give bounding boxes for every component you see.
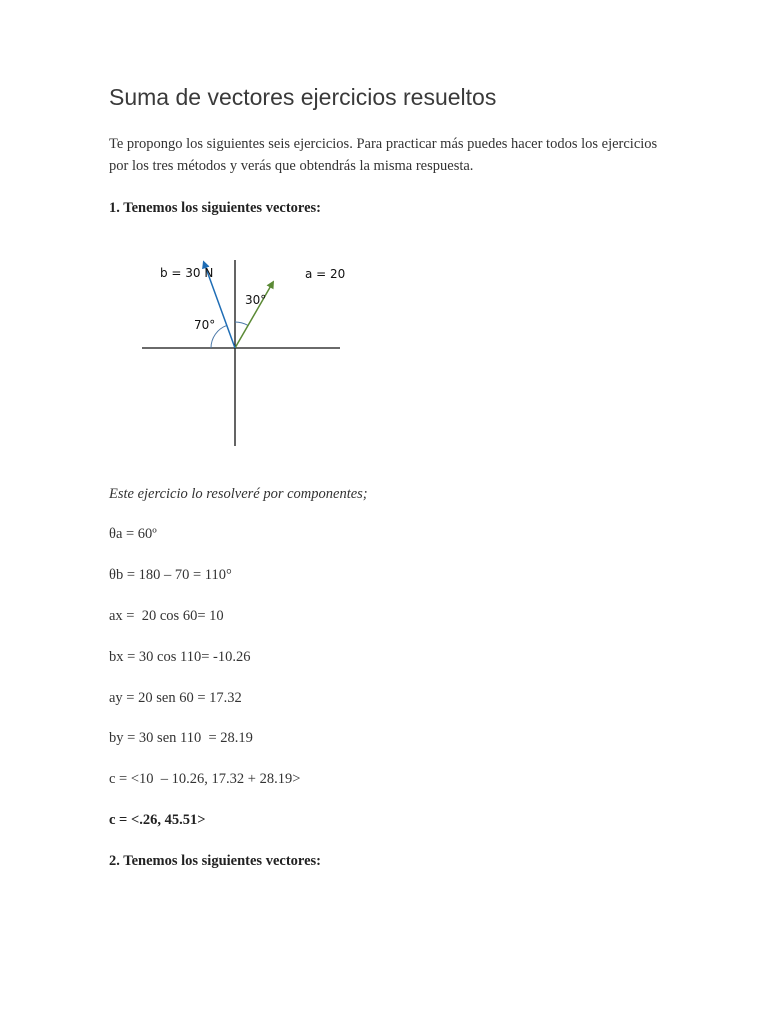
c-sum-line: c = <10 – 10.26, 17.32 + 28.19> [109, 771, 301, 787]
angle-b-label: 70° [194, 318, 216, 332]
ax-line: ax = 20 cos 60= 10 [109, 608, 224, 624]
vector-b-label: b = 30 N [160, 266, 214, 280]
angle-arc-a [235, 322, 248, 325]
angle-a-label: 30° [245, 293, 267, 307]
by-line: by = 30 sen 110 = 28.19 [109, 730, 253, 746]
exercise-2-heading: 2. Tenemos los siguientes vectores: [109, 853, 321, 869]
exercise-1-heading: 1. Tenemos los siguientes vectores: [109, 200, 321, 216]
page-title: Suma de vectores ejercicios resueltos [109, 84, 497, 110]
theta-b-line: θb = 180 – 70 = 110° [109, 567, 232, 583]
vector-a-label: a = 20 [305, 267, 346, 281]
ay-line: ay = 20 sen 60 = 17.32 [109, 690, 242, 706]
method-text: Este ejercicio lo resolveré por componentes; [109, 486, 368, 502]
vector-diagram [130, 250, 360, 460]
c-result-line: c = <.26, 45.51> [109, 812, 206, 828]
bx-line: bx = 30 cos 110= -10.26 [109, 649, 251, 665]
intro-paragraph: Te propongo los siguientes seis ejercicios. Para practicar más puedes hacer todos los ejercicios por los tres métodos y verás que obtendrás la misma respuesta. [109, 136, 658, 174]
theta-a-line: θa = 60º [109, 526, 157, 542]
